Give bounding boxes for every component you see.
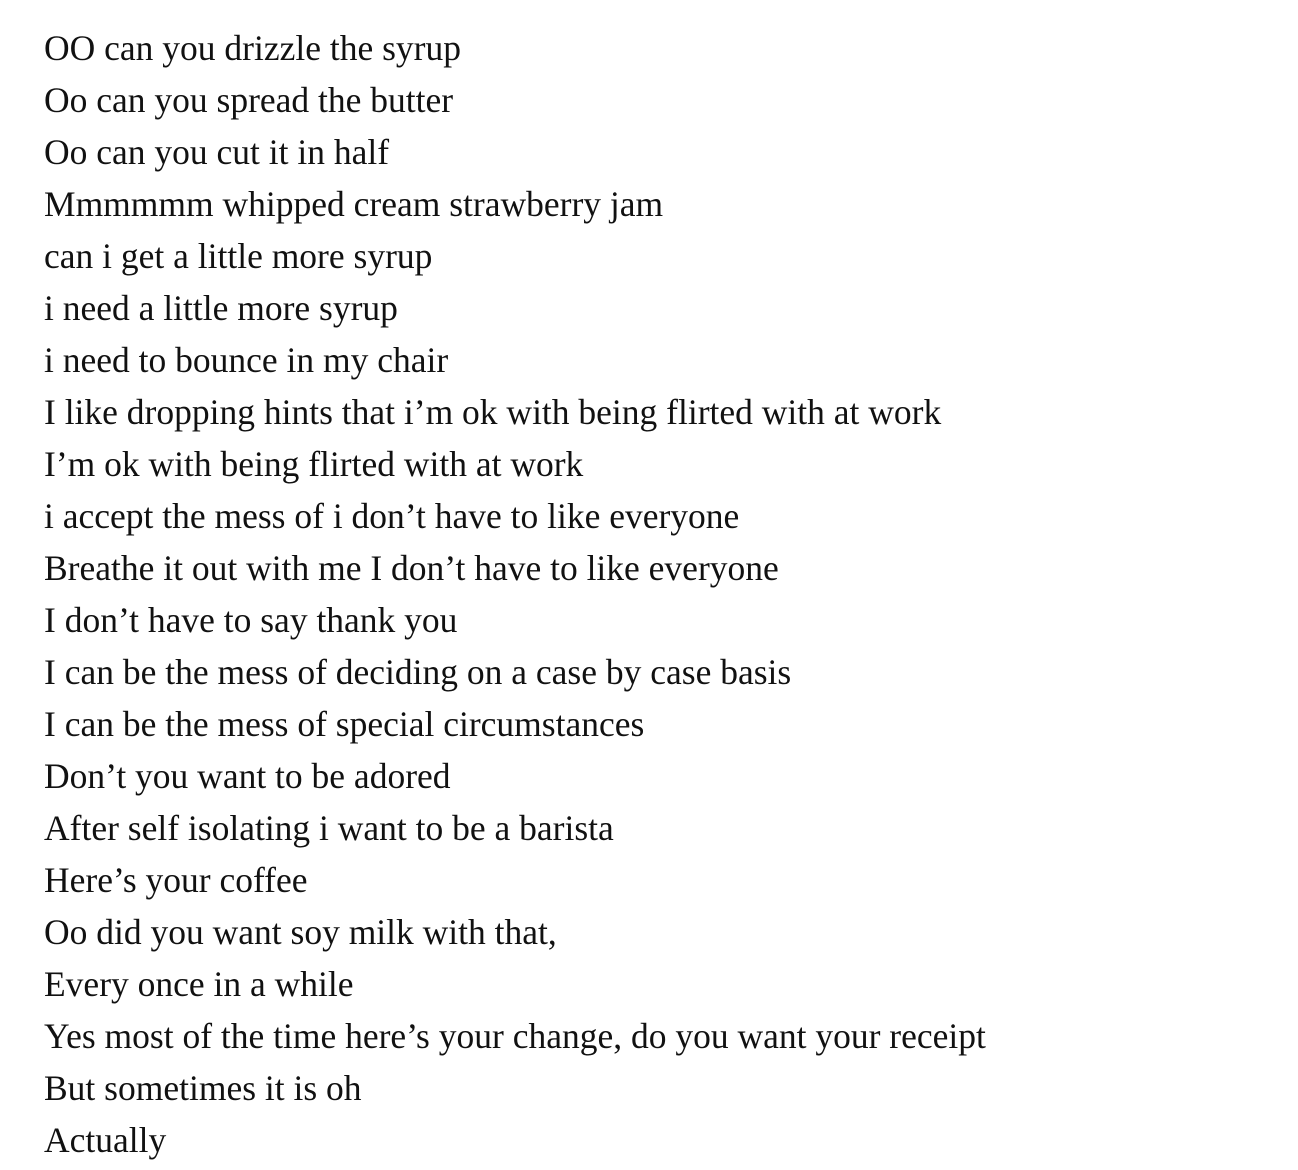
poem-line: I don’t have to say thank you [44, 600, 458, 640]
poem-line: Here’s your coffee [44, 860, 308, 900]
poem-line: can i get a little more syrup [44, 236, 433, 276]
poem-line: Oo did you want soy milk with that, [44, 912, 557, 952]
poem-line: But sometimes it is oh [44, 1068, 362, 1108]
poem-line: Yes most of the time here’s your change, do you want your receipt [44, 1016, 986, 1056]
poem-line: Oo can you spread the butter [44, 80, 454, 120]
poem-text [44, 22, 986, 1166]
poem-line: Mmmmmm whipped cream strawberry jam [44, 184, 664, 224]
poem-line: i accept the mess of i don’t have to like everyone [44, 496, 740, 536]
poem-line: After self isolating i want to be a barista [44, 808, 614, 848]
poem-line: OO can you drizzle the syrup [44, 28, 461, 68]
poem-line: i need a little more syrup [44, 288, 398, 328]
poem-line: I can be the mess of deciding on a case by case basis [44, 652, 792, 692]
poem-line: Every once in a while [44, 964, 354, 1004]
poem-line: I’m ok with being flirted with at work [44, 444, 584, 484]
poem-line: Oo can you cut it in half [44, 132, 390, 172]
poem-line: Actually [44, 1120, 167, 1160]
poem-line: i need to bounce in my chair [44, 340, 449, 380]
poem-line: I can be the mess of special circumstances [44, 704, 645, 744]
poem-line: Don’t you want to be adored [44, 756, 451, 796]
poem-line: Breathe it out with me I don’t have to like everyone [44, 548, 779, 588]
poem-line: I like dropping hints that i’m ok with being flirted with at work [44, 392, 942, 432]
